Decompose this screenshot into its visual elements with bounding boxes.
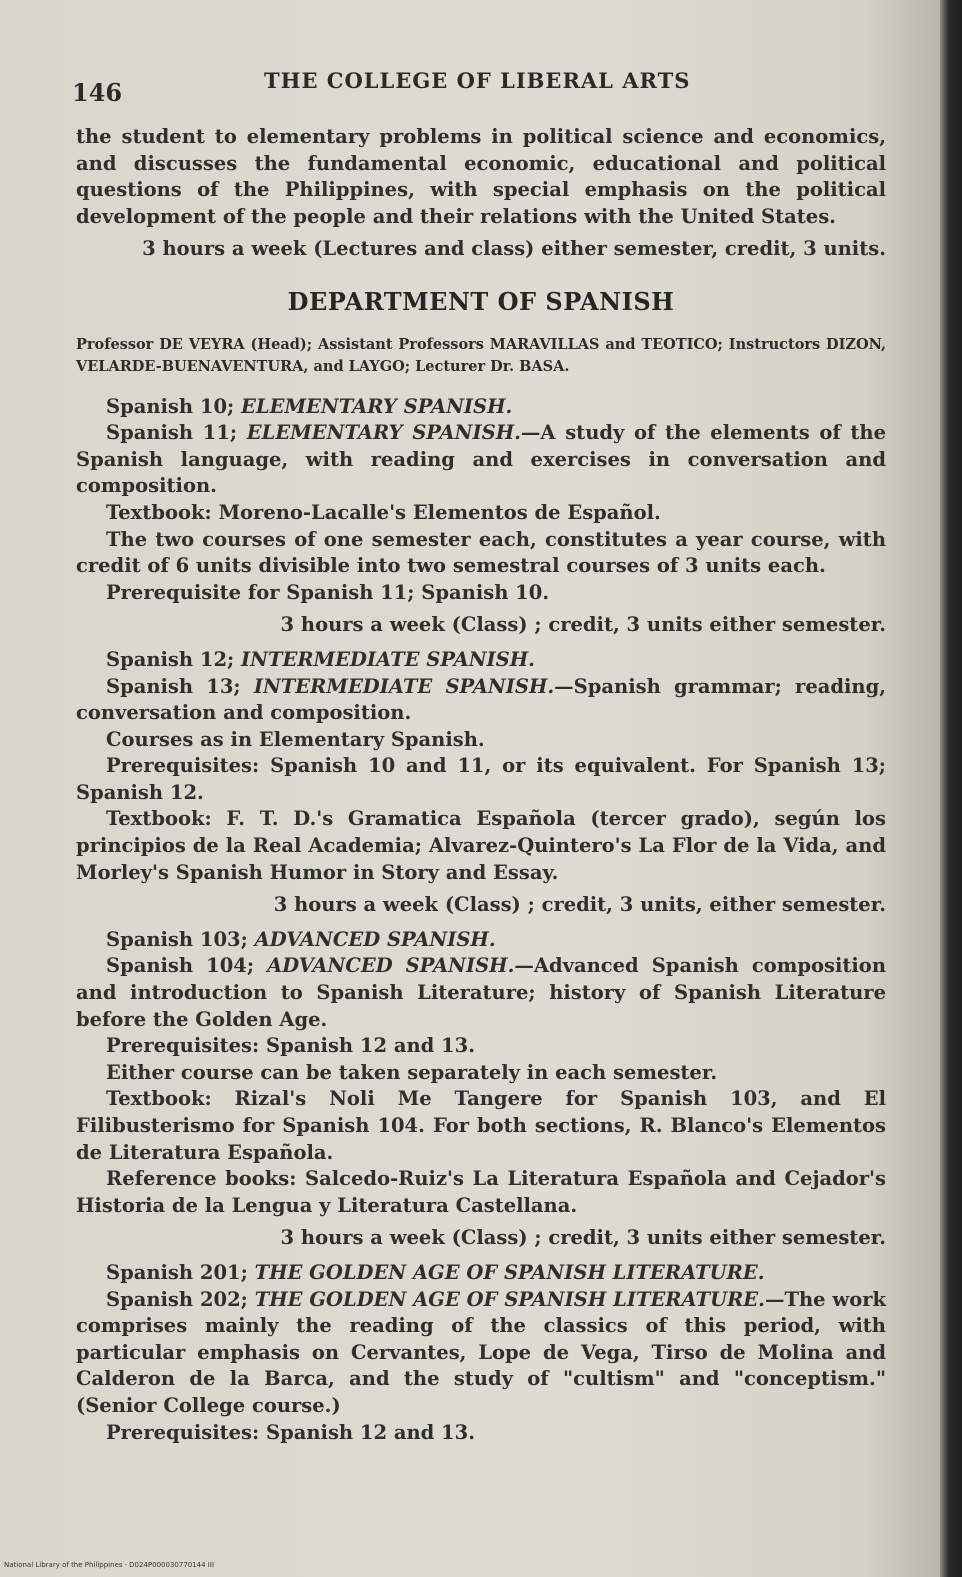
intro-paragraph: the student to elementary problems in political science and economics, and discusses the fundamental economic, educational and political questions of the Philippines, with special emphasis on the political development of the people and their relations with the United States.	[76, 125, 886, 228]
department-title: DEPARTMENT OF SPANISH	[287, 286, 675, 316]
course-title: INTERMEDIATE SPANISH.	[241, 647, 535, 671]
intermediate-textbook: Textbook: F. T. D.'s Gramatica Española (tercer grado), según los principios de la Real Academia; Alvarez-Quintero's La Flor de la Vida, and Morley's Spanish Humor in Story and Essay.	[76, 807, 886, 884]
course-title: ADVANCED SPANISH.	[254, 927, 496, 951]
advanced-hours: 3 hours a week (Class) ; credit, 3 units either semester.	[280, 1226, 886, 1250]
course-spanish-12	[76, 647, 886, 674]
course-title: THE GOLDEN AGE OF SPANISH LITERATURE.	[254, 1260, 765, 1284]
course-code: Spanish 10;	[106, 394, 235, 418]
course-title: ADVANCED SPANISH.	[267, 954, 515, 978]
course-description: —Advanced Spanish composition and introduction to Spanish Literature; history of Spanish Literature before the Golden Age.	[76, 954, 886, 1031]
course-code: Spanish 12;	[106, 647, 235, 671]
page-content	[76, 124, 886, 1446]
page-number: 146	[72, 78, 123, 107]
course-description: —Spanish grammar; reading, conversation and composition.	[76, 674, 887, 725]
page-header	[72, 66, 892, 106]
advanced-reference-books: Reference books: Salcedo-Ruiz's La Literatura Española and Cejador's Historia de la Lengua y Literatura Castellana.	[76, 1167, 886, 1217]
running-head: THE COLLEGE OF LIBERAL ARTS	[264, 68, 691, 93]
intermediate-courses-note: Courses as in Elementary Spanish.	[106, 727, 485, 751]
course-spanish-201	[76, 1260, 886, 1287]
course-spanish-202	[76, 1287, 886, 1420]
page-edge-shadow	[940, 0, 962, 1577]
advanced-prerequisites: Prerequisites: Spanish 12 and 13.	[106, 1034, 475, 1058]
course-spanish-104	[76, 953, 886, 1033]
intermediate-prerequisites: Prerequisites: Spanish 10 and 11, or its equivalent. For Spanish 13; Spanish 12.	[76, 754, 886, 804]
course-code: Spanish 11;	[106, 421, 238, 445]
course-title: THE GOLDEN AGE OF SPANISH LITERATURE.	[254, 1287, 765, 1311]
department-staff: Professor DE VEYRA (Head); Assistant Professors MARAVILLAS and TEOTICO; Instructors DIZON, VELARDE-BUENAVENTURA, and LAYGO; Lecturer Dr. BASA.	[76, 335, 886, 375]
course-title: ELEMENTARY SPANISH.	[246, 421, 521, 445]
course-spanish-13	[76, 674, 886, 727]
scan-credit: National Library of the Philippines · D024P000030770144 III	[4, 1561, 215, 1569]
elementary-hours: 3 hours a week (Class) ; credit, 3 units either semester.	[280, 613, 886, 637]
advanced-textbook: Textbook: Rizal's Noli Me Tangere for Spanish 103, and El Filibusterismo for Spanish 104. For both sections, R. Blanco's Elementos de Literatura Española.	[76, 1087, 886, 1164]
elementary-note: The two courses of one semester each, constitutes a year course, with credit of 6 units divisible into two semestral courses of 3 units each.	[76, 527, 886, 578]
course-code: Spanish 104;	[106, 954, 255, 978]
course-description: —The work comprises mainly the reading of the classics of this period, with particular emphasis on Cervantes, Lope de Vega, Tirso de Molina and Calderon de la Barca, and the study of "cultism" and "conceptism." (Senior College course.)	[76, 1287, 886, 1417]
course-title: ELEMENTARY SPANISH.	[241, 394, 513, 418]
intermediate-hours: 3 hours a week (Class) ; credit, 3 units, either semester.	[273, 893, 886, 917]
intro-hours: 3 hours a week (Lectures and class) either semester, credit, 3 units.	[142, 237, 886, 261]
elementary-prerequisite: Prerequisite for Spanish 11; Spanish 10.	[106, 580, 550, 604]
course-code: Spanish 13;	[106, 674, 241, 698]
course-code: Spanish 201;	[106, 1260, 248, 1284]
course-spanish-103	[76, 927, 886, 954]
golden-age-prerequisites: Prerequisites: Spanish 12 and 13.	[106, 1420, 475, 1444]
course-spanish-11	[76, 420, 886, 500]
course-code: Spanish 103;	[106, 927, 248, 951]
course-spanish-10	[76, 394, 886, 421]
course-description: —A study of the elements of the Spanish language, with reading and exercises in conversation and composition.	[76, 421, 887, 498]
course-title: INTERMEDIATE SPANISH.	[253, 674, 555, 698]
course-code: Spanish 202;	[106, 1287, 248, 1311]
advanced-either-course: Either course can be taken separately in each semester.	[106, 1060, 718, 1084]
elementary-textbook: Textbook: Moreno-Lacalle's Elementos de Español.	[106, 500, 661, 524]
